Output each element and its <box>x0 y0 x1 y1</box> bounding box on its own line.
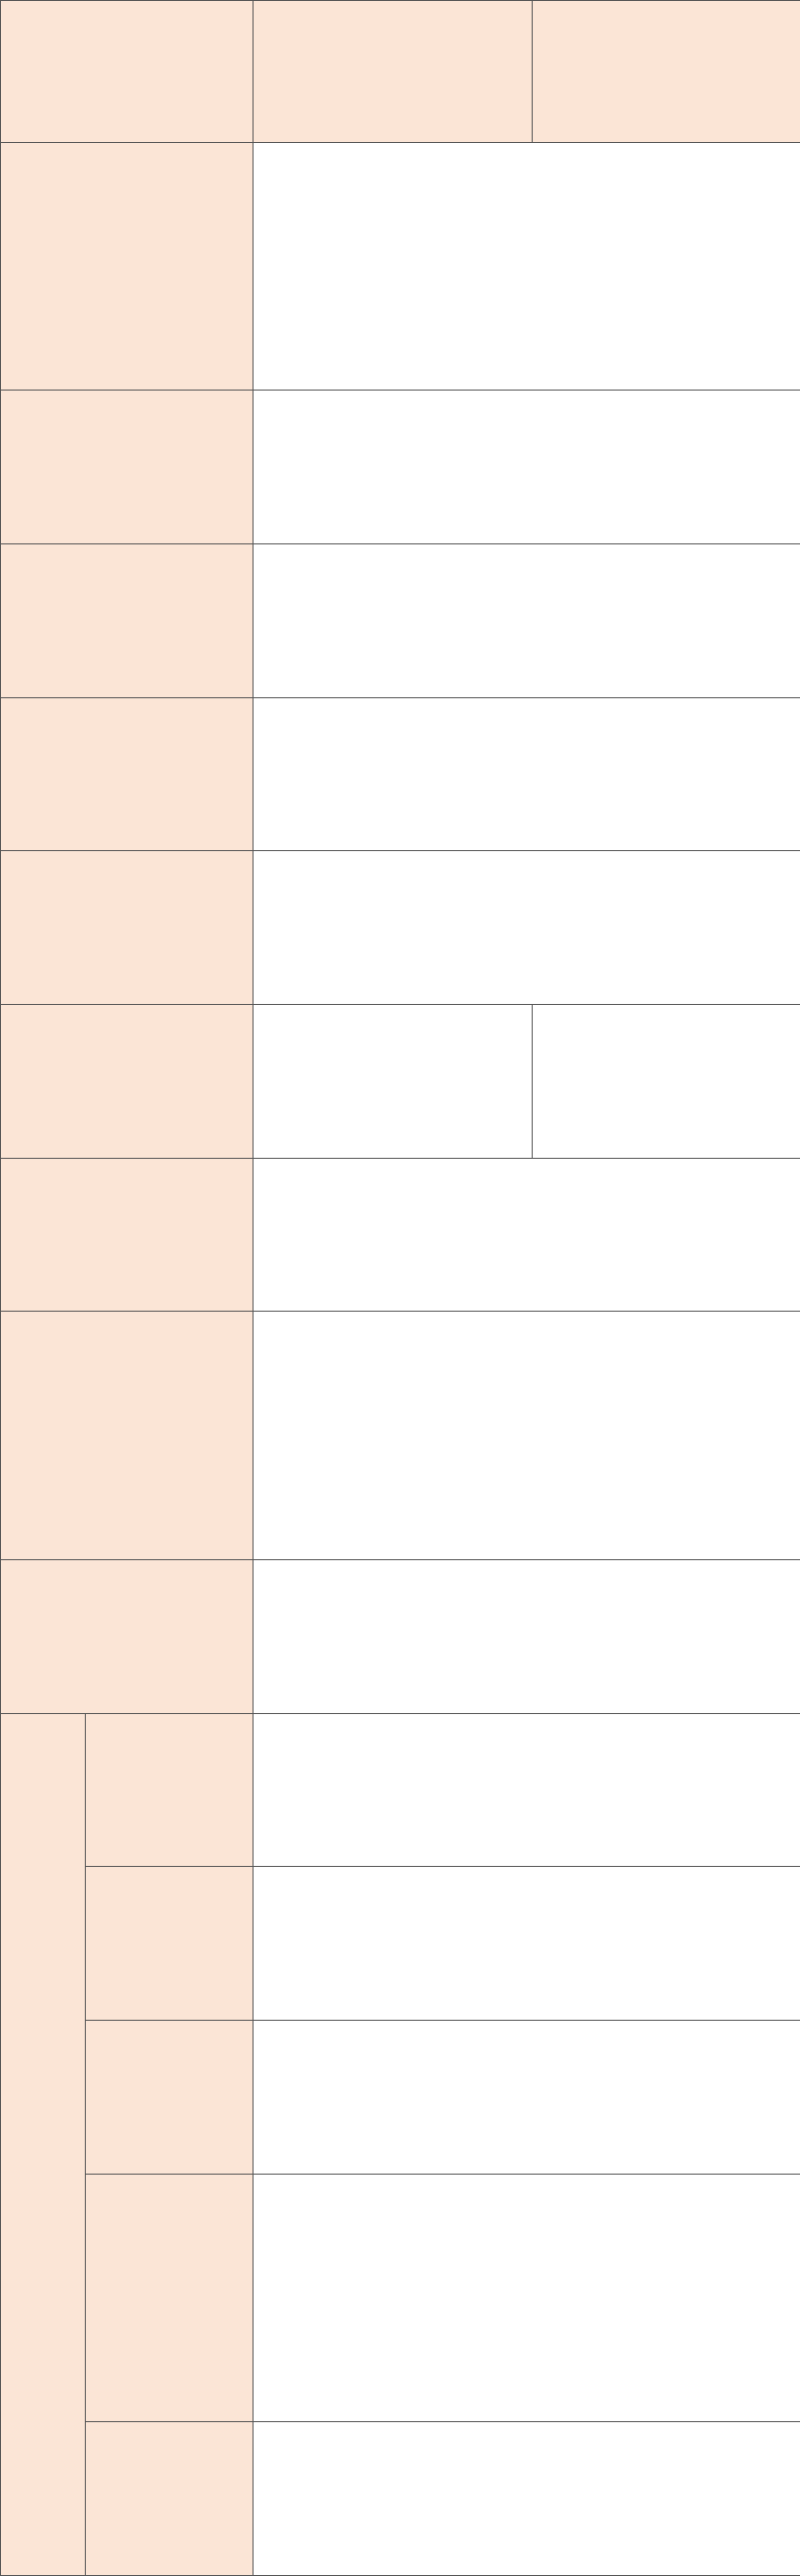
table-row <box>1 2174 800 2422</box>
spec-value <box>254 2422 800 2576</box>
spec-value <box>254 851 800 1005</box>
spec-label <box>86 1713 254 1867</box>
spec-label <box>86 2020 254 2174</box>
spec-label <box>1 1312 254 1560</box>
table-row <box>1 543 800 697</box>
header-3kva <box>254 1 533 143</box>
spec-value <box>254 1713 800 1867</box>
table-row <box>1 142 800 391</box>
spec-label <box>86 2174 254 2422</box>
spec-value <box>254 1312 800 1560</box>
header-6kva <box>533 1 800 143</box>
table-row <box>1 1713 800 1867</box>
spec-label <box>1 1004 254 1158</box>
table-row <box>1 851 800 1005</box>
spec-value <box>254 1559 800 1713</box>
spec-label <box>1 543 254 697</box>
spec-value-6kva <box>533 1004 800 1158</box>
spec-value <box>254 2174 800 2422</box>
header-row <box>1 1 800 143</box>
spec-table-body <box>1 1 800 2576</box>
table-row <box>1 1867 800 2021</box>
table-row <box>1 1158 800 1312</box>
spec-label <box>1 1559 254 1713</box>
group-interface <box>1 1713 86 2575</box>
table-row <box>1 697 800 851</box>
header-model <box>1 1 254 143</box>
spec-label <box>1 1158 254 1312</box>
spec-value <box>254 543 800 697</box>
table-row <box>1 1559 800 1713</box>
table-row <box>1 1312 800 1560</box>
spec-value <box>254 1867 800 2021</box>
spec-label <box>1 391 254 544</box>
spec-label <box>1 142 254 391</box>
table-row <box>1 2020 800 2174</box>
spec-value <box>254 142 800 391</box>
spec-value-3kva <box>254 1004 533 1158</box>
spec-value <box>254 697 800 851</box>
table-row <box>1 1004 800 1158</box>
table-row <box>1 391 800 544</box>
spec-label <box>86 2422 254 2576</box>
spec-value <box>254 1158 800 1312</box>
spec-label <box>1 851 254 1005</box>
spec-value <box>254 2020 800 2174</box>
spec-value <box>254 391 800 544</box>
spec-label <box>86 1867 254 2021</box>
spec-label <box>1 697 254 851</box>
table-row <box>1 2422 800 2576</box>
